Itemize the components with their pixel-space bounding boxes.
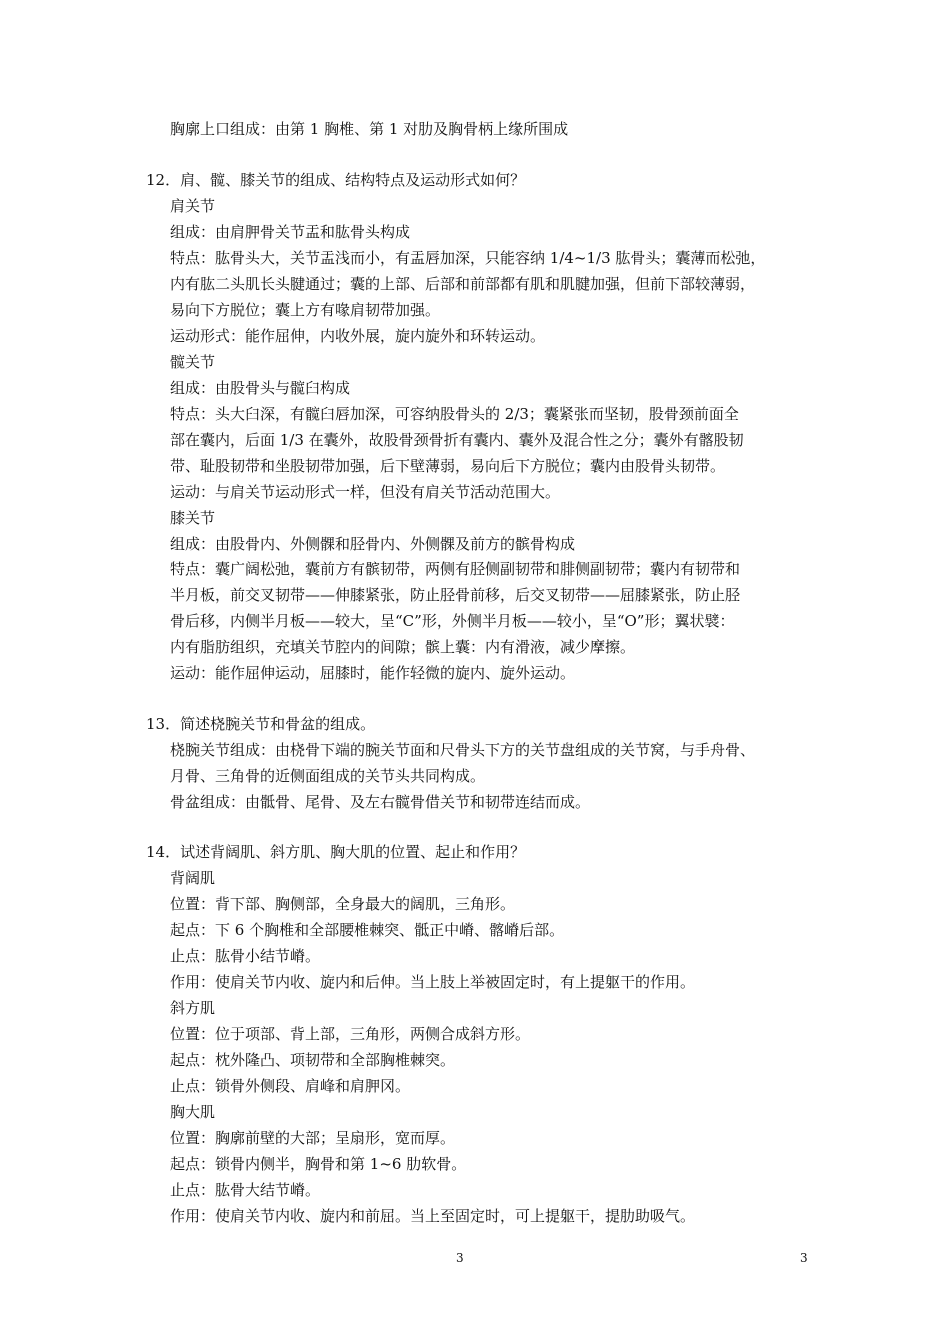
text-line: 组成：由肩胛骨关节盂和肱骨头构成 (170, 223, 411, 241)
text-line: 易向下方脱位；囊上方有喙肩韧带加强。 (170, 301, 441, 319)
text-line: 骨后移，内侧半月板——较大，呈“C”形，外侧半月板——较小，呈“O”形；翼状襞： (170, 612, 735, 630)
subsection-heading: 膝关节 (170, 509, 216, 527)
text-line: 位置：位于项部、背上部，三角形，两侧合成斜方形。 (170, 1025, 531, 1043)
text-line: 位置：背下部、胸侧部，全身最大的阔肌，三角形。 (170, 895, 516, 913)
subsection-heading: 胸大肌 (170, 1103, 216, 1121)
text-line: 部在囊内，后面 1/3 在囊外，故股骨颈骨折有囊内、囊外及混合性之分；囊外有髂股韧 (170, 431, 744, 449)
text-line: 止点：肱骨小结节嵴。 (170, 947, 321, 965)
text-line: 运动：与肩关节运动形式一样，但没有肩关节活动范围大。 (170, 483, 561, 501)
text-line: 止点：锁骨外侧段、肩峰和肩胛冈。 (170, 1077, 411, 1095)
page-number-right: 3 (800, 1251, 808, 1265)
text-line: 起点：锁骨内侧半，胸骨和第 1~6 肋软骨。 (170, 1155, 467, 1173)
text-line: 组成：由股骨头与髋臼构成 (170, 379, 351, 397)
text-line: 运动形式：能作屈伸，内收外展，旋内旋外和环转运动。 (170, 327, 546, 345)
question-heading: 14．试述背阔肌、斜方肌、胸大肌的位置、起止和作用？ (146, 843, 526, 861)
text-line: 半月板，前交叉韧带——伸膝紧张，防止胫骨前移，后交叉韧带——屈膝紧张，防止胫 (170, 586, 741, 604)
text-line: 骨盆组成：由骶骨、尾骨、及左右髋骨借关节和韧带连结而成。 (170, 793, 591, 811)
subsection-heading: 背阔肌 (170, 869, 216, 887)
text-line: 组成：由股骨内、外侧髁和胫骨内、外侧髁及前方的髌骨构成 (170, 535, 576, 553)
text-line: 运动：能作屈伸运动，屈膝时，能作轻微的旋内、旋外运动。 (170, 664, 576, 682)
text-line: 胸廓上口组成：由第 1 胸椎、第 1 对肋及胸骨柄上缘所围成 (170, 120, 569, 138)
text-line: 特点：头大臼深，有髋臼唇加深，可容纳股骨头的 2/3；囊紧张而坚韧，股骨颈前面全 (170, 405, 739, 423)
text-line: 带、耻股韧带和坐股韧带加强，后下壁薄弱，易向后下方脱位；囊内由股骨头韧带。 (170, 457, 726, 475)
text-line: 作用：使肩关节内收、旋内和前屈。当上至固定时，可上提躯干，提肋助吸气。 (170, 1207, 696, 1225)
question-heading: 12．肩、髋、膝关节的组成、结构特点及运动形式如何？ (146, 171, 526, 189)
text-line: 内有脂肪组织，充填关节腔内的间隙；髌上囊：内有滑液，减少摩擦。 (170, 638, 636, 656)
text-line: 起点：枕外隆凸、项韧带和全部胸椎棘突。 (170, 1051, 456, 1069)
text-line: 特点：肱骨头大，关节盂浅而小，有盂唇加深，只能容纳 1/4~1/3 肱骨头；囊薄而松弛， (170, 249, 766, 267)
subsection-heading: 肩关节 (170, 197, 216, 215)
text-line: 位置：胸廓前壁的大部；呈扇形，宽而厚。 (170, 1129, 456, 1147)
text-line: 作用：使肩关节内收、旋内和后伸。当上肢上举被固定时，有上提躯干的作用。 (170, 973, 696, 991)
text-line: 起点：下 6 个胸椎和全部腰椎棘突、骶正中嵴、髂嵴后部。 (170, 921, 565, 939)
page-number: 3 (456, 1251, 464, 1265)
text-line: 桡腕关节组成：由桡骨下端的腕关节面和尺骨头下方的关节盘组成的关节窝，与手舟骨、 (170, 741, 756, 759)
text-line: 内有肱二头肌长头腱通过；囊的上部、后部和前部都有肌和肌腱加强，但前下部较薄弱， (170, 275, 756, 293)
question-heading: 13．简述桡腕关节和骨盆的组成。 (146, 715, 376, 733)
text-line: 月骨、三角骨的近侧面组成的关节头共同构成。 (170, 767, 486, 785)
text-line: 特点：囊广阔松弛，囊前方有髌韧带，两侧有胫侧副韧带和腓侧副韧带；囊内有韧带和 (170, 560, 741, 578)
subsection-heading: 斜方肌 (170, 999, 216, 1017)
text-line: 止点：肱骨大结节嵴。 (170, 1181, 321, 1199)
subsection-heading: 髋关节 (170, 353, 216, 371)
